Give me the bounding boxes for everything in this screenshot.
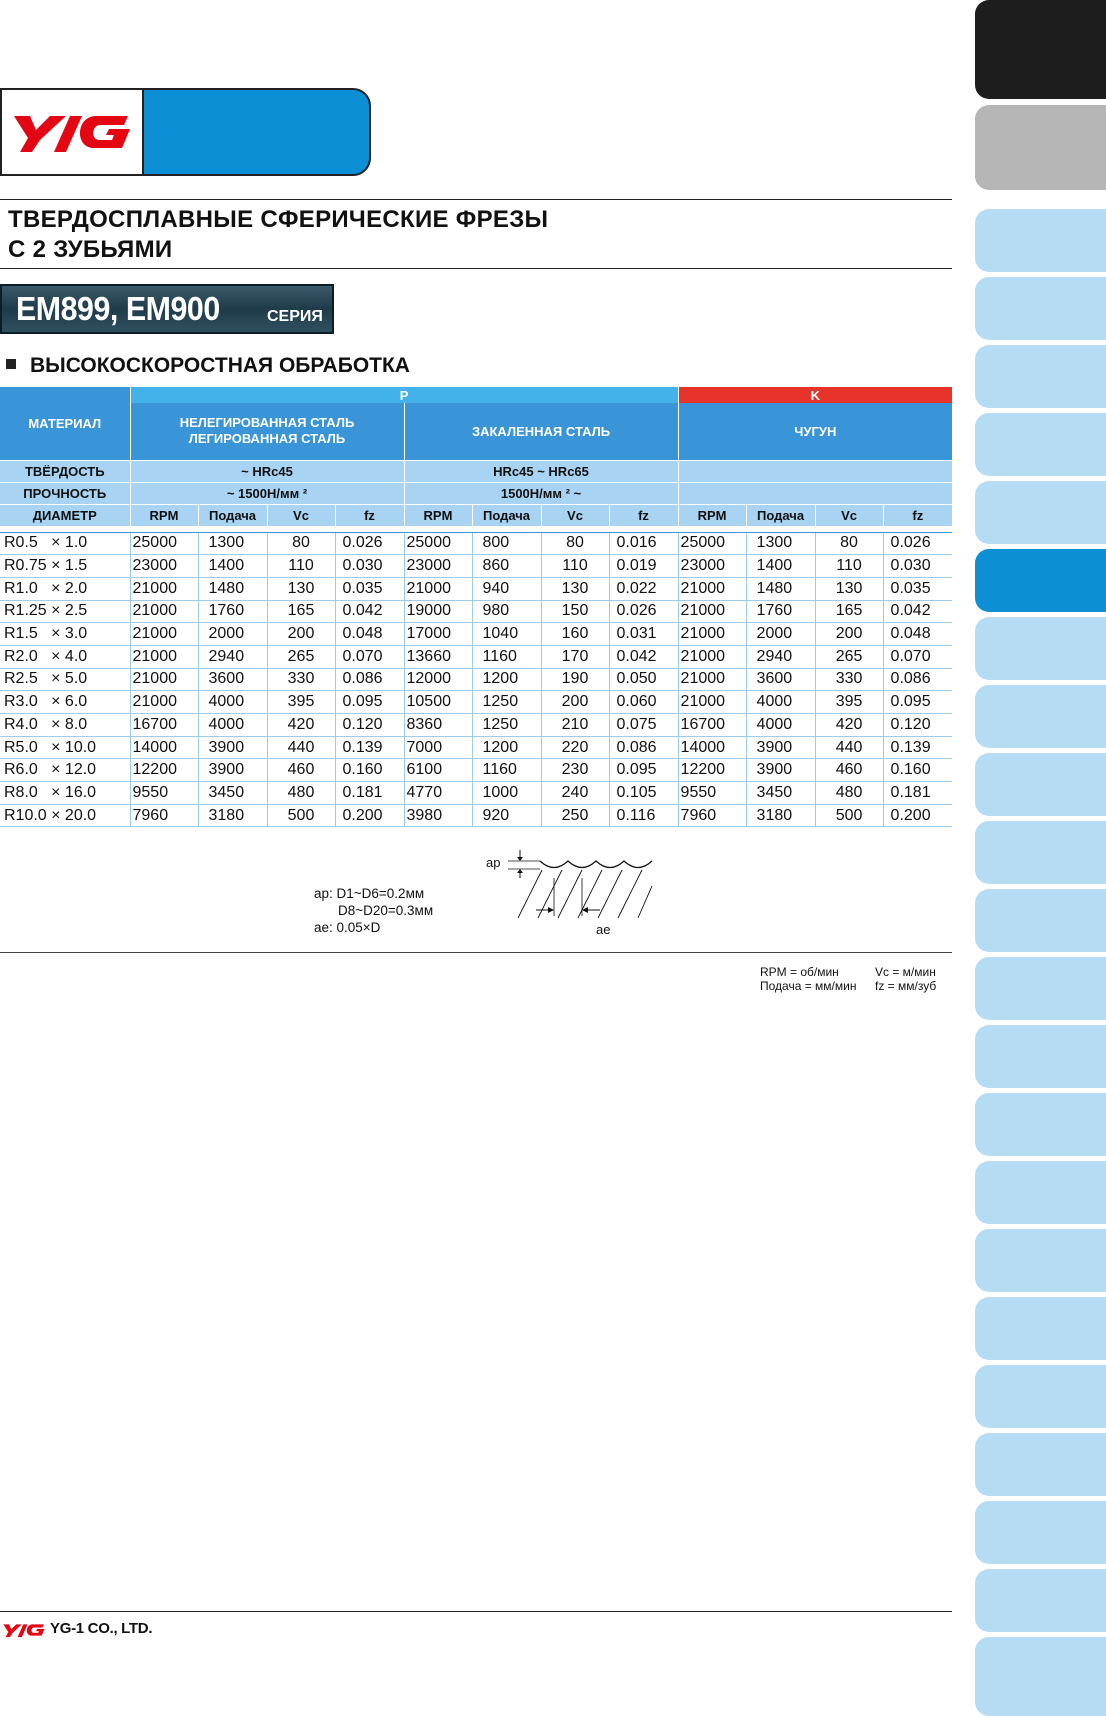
table-row bbox=[0, 555, 952, 578]
vc-cell: 230 bbox=[541, 759, 609, 782]
vc-cell: 190 bbox=[541, 668, 609, 691]
vc-cell: 160 bbox=[541, 623, 609, 646]
fz-cell: 0.026 bbox=[335, 532, 404, 555]
vc-cell: 265 bbox=[815, 645, 883, 668]
rpm-cell: 21000 bbox=[678, 623, 746, 646]
rpm-cell: 12200 bbox=[678, 759, 746, 782]
table-row bbox=[0, 645, 952, 668]
vc-cell: 330 bbox=[815, 668, 883, 691]
rpm-cell: 23000 bbox=[130, 555, 198, 578]
chapter-tab[interactable] bbox=[975, 1365, 1106, 1428]
strength-value: ~ 1500Н/мм ² bbox=[130, 482, 404, 504]
feed-cell: 2000 bbox=[198, 623, 267, 646]
fz-cell: 0.070 bbox=[883, 645, 952, 668]
hardness-value bbox=[678, 460, 952, 482]
diameter-cell: R5.0 × 10.0 bbox=[0, 736, 130, 759]
chapter-tab[interactable] bbox=[975, 821, 1106, 884]
depth-notes bbox=[314, 885, 433, 936]
vc-cell: 440 bbox=[267, 736, 335, 759]
vc-cell: 440 bbox=[815, 736, 883, 759]
chapter-tab[interactable] bbox=[975, 0, 1106, 99]
hardness-value: ~ HRc45 bbox=[130, 460, 404, 482]
rpm-cell: 25000 bbox=[678, 532, 746, 555]
fz-cell: 0.095 bbox=[335, 691, 404, 714]
rpm-cell: 21000 bbox=[678, 645, 746, 668]
feed-cell: 940 bbox=[472, 577, 541, 600]
col-fz: fz bbox=[883, 504, 952, 526]
fz-cell: 0.048 bbox=[883, 623, 952, 646]
series-banner bbox=[0, 284, 334, 334]
fz-cell: 0.042 bbox=[609, 645, 678, 668]
units-legend bbox=[760, 965, 936, 993]
vc-cell: 240 bbox=[541, 782, 609, 805]
table-body bbox=[0, 532, 952, 827]
chapter-tab[interactable] bbox=[975, 481, 1106, 544]
chapter-tab[interactable] bbox=[975, 753, 1106, 816]
fz-cell: 0.139 bbox=[883, 736, 952, 759]
chapter-tab[interactable] bbox=[975, 617, 1106, 680]
unit-vc: Vc = м/мин bbox=[875, 965, 936, 979]
table-row bbox=[0, 736, 952, 759]
vc-cell: 250 bbox=[541, 804, 609, 827]
rpm-cell: 21000 bbox=[130, 577, 198, 600]
chapter-tab[interactable] bbox=[975, 1501, 1106, 1564]
series-name: EM899, EM900 bbox=[16, 290, 220, 327]
vc-cell: 130 bbox=[815, 577, 883, 600]
rpm-cell: 21000 bbox=[130, 668, 198, 691]
diameter-cell: R2.5 × 5.0 bbox=[0, 668, 130, 691]
feed-cell: 3180 bbox=[198, 804, 267, 827]
cutting-data-table bbox=[0, 387, 952, 827]
col-fz: fz bbox=[609, 504, 678, 526]
chapter-tab[interactable] bbox=[975, 1093, 1106, 1156]
page-title bbox=[8, 205, 548, 265]
diameter-cell: R3.0 × 6.0 bbox=[0, 691, 130, 714]
feed-cell: 1400 bbox=[746, 555, 815, 578]
feed-cell: 3900 bbox=[746, 736, 815, 759]
vc-cell: 80 bbox=[267, 532, 335, 555]
rpm-cell: 8360 bbox=[404, 714, 472, 737]
fz-cell: 0.200 bbox=[883, 804, 952, 827]
vc-cell: 165 bbox=[267, 600, 335, 623]
diameter-cell: R4.0 × 8.0 bbox=[0, 714, 130, 737]
vc-cell: 110 bbox=[815, 555, 883, 578]
vc-cell: 110 bbox=[541, 555, 609, 578]
rpm-cell: 6100 bbox=[404, 759, 472, 782]
notes-rule bbox=[0, 952, 952, 953]
diameter-cell: R1.25 × 2.5 bbox=[0, 600, 130, 623]
table-row bbox=[0, 577, 952, 600]
fz-cell: 0.070 bbox=[335, 645, 404, 668]
rpm-cell: 7960 bbox=[130, 804, 198, 827]
diagram-ae-label: ae bbox=[596, 922, 611, 937]
rpm-cell: 23000 bbox=[404, 555, 472, 578]
rpm-cell: 21000 bbox=[678, 577, 746, 600]
feed-cell: 3450 bbox=[198, 782, 267, 805]
fz-cell: 0.160 bbox=[335, 759, 404, 782]
feed-cell: 1040 bbox=[472, 623, 541, 646]
rpm-cell: 21000 bbox=[130, 600, 198, 623]
section-heading bbox=[6, 354, 410, 378]
table-row bbox=[0, 691, 952, 714]
vc-cell: 500 bbox=[815, 804, 883, 827]
diameter-cell: R8.0 × 16.0 bbox=[0, 782, 130, 805]
rpm-cell: 25000 bbox=[404, 532, 472, 555]
fz-cell: 0.181 bbox=[335, 782, 404, 805]
material-name: НЕЛЕГИРОВАННАЯ СТАЛЬ bbox=[179, 415, 355, 431]
title-rule-top bbox=[0, 199, 952, 200]
chapter-tab[interactable] bbox=[975, 1433, 1106, 1496]
ae-note: ae: 0.05×D bbox=[314, 920, 381, 935]
feed-cell: 1200 bbox=[472, 736, 541, 759]
rpm-cell: 9550 bbox=[678, 782, 746, 805]
material-header bbox=[678, 403, 952, 460]
feed-cell: 4000 bbox=[198, 691, 267, 714]
diameter-label: ДИАМЕТР bbox=[0, 504, 130, 526]
ap-note-1: ap: D1~D6=0.2мм bbox=[314, 886, 425, 901]
brand-header-bar bbox=[0, 88, 371, 176]
rpm-cell: 16700 bbox=[678, 714, 746, 737]
chapter-tab[interactable] bbox=[975, 889, 1106, 952]
ap-note-2: D8~D20=0.3мм bbox=[338, 903, 434, 918]
fz-cell: 0.075 bbox=[609, 714, 678, 737]
vc-cell: 200 bbox=[541, 691, 609, 714]
page-title-line1: ТВЕРДОСПЛАВНЫЕ СФЕРИЧЕСКИЕ ФРЕЗЫ bbox=[8, 206, 549, 233]
chapter-tab[interactable] bbox=[975, 1025, 1106, 1088]
material-header bbox=[404, 403, 678, 460]
vc-cell: 110 bbox=[267, 555, 335, 578]
feed-cell: 980 bbox=[472, 600, 541, 623]
rpm-cell: 14000 bbox=[130, 736, 198, 759]
rpm-cell: 21000 bbox=[678, 600, 746, 623]
table-row bbox=[0, 532, 952, 555]
bullet-square-icon bbox=[6, 359, 16, 369]
vc-cell: 80 bbox=[541, 532, 609, 555]
rpm-cell: 12200 bbox=[130, 759, 198, 782]
section-title: ВЫСОКОСКОРОСТНАЯ ОБРАБОТКА bbox=[30, 354, 410, 377]
rpm-cell: 3980 bbox=[404, 804, 472, 827]
feed-cell: 3600 bbox=[746, 668, 815, 691]
feed-cell: 1250 bbox=[472, 691, 541, 714]
chapter-tab[interactable] bbox=[975, 105, 1106, 190]
feed-cell: 1300 bbox=[198, 532, 267, 555]
fz-cell: 0.030 bbox=[883, 555, 952, 578]
rpm-cell: 17000 bbox=[404, 623, 472, 646]
chapter-tab[interactable] bbox=[975, 277, 1106, 340]
fz-cell: 0.105 bbox=[609, 782, 678, 805]
fz-cell: 0.095 bbox=[883, 691, 952, 714]
feed-cell: 3900 bbox=[198, 736, 267, 759]
fz-cell: 0.139 bbox=[335, 736, 404, 759]
fz-cell: 0.120 bbox=[883, 714, 952, 737]
material-label: МАТЕРИАЛ bbox=[0, 387, 130, 460]
feed-cell: 2000 bbox=[746, 623, 815, 646]
rpm-cell: 23000 bbox=[678, 555, 746, 578]
fz-cell: 0.030 bbox=[335, 555, 404, 578]
table-row bbox=[0, 759, 952, 782]
fz-cell: 0.095 bbox=[609, 759, 678, 782]
feed-cell: 1000 bbox=[472, 782, 541, 805]
rpm-cell: 21000 bbox=[130, 645, 198, 668]
fz-cell: 0.086 bbox=[609, 736, 678, 759]
fz-cell: 0.200 bbox=[335, 804, 404, 827]
material-name: ЛЕГИРОВАННАЯ СТАЛЬ bbox=[188, 431, 346, 447]
vc-cell: 480 bbox=[815, 782, 883, 805]
feed-cell: 1300 bbox=[746, 532, 815, 555]
feed-cell: 4000 bbox=[198, 714, 267, 737]
col-feed: Подача bbox=[472, 504, 541, 526]
chapter-tab[interactable] bbox=[975, 209, 1106, 272]
group-p-label: P bbox=[130, 387, 678, 403]
fz-cell: 0.181 bbox=[883, 782, 952, 805]
table-row bbox=[0, 714, 952, 737]
fz-cell: 0.048 bbox=[335, 623, 404, 646]
fz-cell: 0.019 bbox=[609, 555, 678, 578]
table-row bbox=[0, 668, 952, 691]
feed-cell: 4000 bbox=[746, 714, 815, 737]
brand-logo bbox=[2, 90, 144, 174]
chapter-tab[interactable] bbox=[975, 1297, 1106, 1360]
fz-cell: 0.060 bbox=[609, 691, 678, 714]
rpm-cell: 10500 bbox=[404, 691, 472, 714]
yg-logo-icon bbox=[10, 110, 134, 154]
feed-cell: 3450 bbox=[746, 782, 815, 805]
strength-value: 1500Н/мм ² ~ bbox=[404, 482, 678, 504]
cutting-depth-diagram bbox=[480, 848, 670, 938]
col-vc: Vc bbox=[267, 504, 335, 526]
material-name: ЧУГУН bbox=[794, 423, 837, 439]
rpm-cell: 4770 bbox=[404, 782, 472, 805]
chapter-tab-active[interactable] bbox=[975, 549, 1106, 612]
vc-cell: 460 bbox=[267, 759, 335, 782]
feed-cell: 4000 bbox=[746, 691, 815, 714]
feed-cell: 1160 bbox=[472, 759, 541, 782]
vc-cell: 150 bbox=[541, 600, 609, 623]
vc-cell: 420 bbox=[815, 714, 883, 737]
vc-cell: 130 bbox=[267, 577, 335, 600]
chapter-tab[interactable] bbox=[975, 1161, 1106, 1224]
chapter-tab[interactable] bbox=[975, 685, 1106, 748]
feed-cell: 1480 bbox=[198, 577, 267, 600]
chapter-tab[interactable] bbox=[975, 957, 1106, 1020]
vc-cell: 210 bbox=[541, 714, 609, 737]
rpm-cell: 25000 bbox=[130, 532, 198, 555]
feed-cell: 1200 bbox=[472, 668, 541, 691]
diameter-cell: R6.0 × 12.0 bbox=[0, 759, 130, 782]
diagram-ap-label: ap bbox=[486, 855, 501, 870]
feed-cell: 1160 bbox=[472, 645, 541, 668]
feed-cell: 1250 bbox=[472, 714, 541, 737]
chapter-tab[interactable] bbox=[975, 1637, 1106, 1716]
feed-cell: 1480 bbox=[746, 577, 815, 600]
series-suffix: СЕРИЯ bbox=[267, 308, 323, 325]
feed-cell: 3900 bbox=[746, 759, 815, 782]
col-vc: Vc bbox=[541, 504, 609, 526]
strength-label: ПРОЧНОСТЬ bbox=[0, 482, 130, 504]
col-fz: fz bbox=[335, 504, 404, 526]
feed-cell: 920 bbox=[472, 804, 541, 827]
diameter-cell: R0.75 × 1.5 bbox=[0, 555, 130, 578]
fz-cell: 0.022 bbox=[609, 577, 678, 600]
yg-logo-small-icon bbox=[2, 1622, 46, 1638]
feed-cell: 2940 bbox=[198, 645, 267, 668]
fz-cell: 0.026 bbox=[609, 600, 678, 623]
title-rule-bottom bbox=[0, 268, 952, 269]
feed-cell: 2940 bbox=[746, 645, 815, 668]
table-row bbox=[0, 782, 952, 805]
vc-cell: 480 bbox=[267, 782, 335, 805]
feed-cell: 1760 bbox=[746, 600, 815, 623]
rpm-cell: 16700 bbox=[130, 714, 198, 737]
feed-cell: 3900 bbox=[198, 759, 267, 782]
vc-cell: 170 bbox=[541, 645, 609, 668]
fz-cell: 0.026 bbox=[883, 532, 952, 555]
material-name: ЗАКАЛЕННАЯ СТАЛЬ bbox=[471, 423, 611, 439]
vc-cell: 500 bbox=[267, 804, 335, 827]
feed-cell: 860 bbox=[472, 555, 541, 578]
page-title-line2: С 2 ЗУБЬЯМИ bbox=[8, 236, 173, 263]
rpm-cell: 7960 bbox=[678, 804, 746, 827]
col-feed: Подача bbox=[746, 504, 815, 526]
unit-fz: fz = мм/зуб bbox=[875, 979, 937, 993]
fz-cell: 0.160 bbox=[883, 759, 952, 782]
vc-cell: 220 bbox=[541, 736, 609, 759]
vc-cell: 165 bbox=[815, 600, 883, 623]
vc-cell: 200 bbox=[815, 623, 883, 646]
vc-cell: 420 bbox=[267, 714, 335, 737]
rpm-cell: 21000 bbox=[404, 577, 472, 600]
feed-cell: 3180 bbox=[746, 804, 815, 827]
fz-cell: 0.042 bbox=[883, 600, 952, 623]
fz-cell: 0.016 bbox=[609, 532, 678, 555]
rpm-cell: 14000 bbox=[678, 736, 746, 759]
feed-cell: 3600 bbox=[198, 668, 267, 691]
unit-feed: Подача = мм/мин bbox=[760, 979, 857, 993]
col-rpm: RPM bbox=[404, 504, 472, 526]
vc-cell: 460 bbox=[815, 759, 883, 782]
chapter-tab[interactable] bbox=[975, 413, 1106, 476]
chapter-tab[interactable] bbox=[975, 345, 1106, 408]
col-vc: Vc bbox=[815, 504, 883, 526]
material-header bbox=[130, 403, 404, 460]
fz-cell: 0.050 bbox=[609, 668, 678, 691]
vc-cell: 395 bbox=[815, 691, 883, 714]
table-row bbox=[0, 600, 952, 623]
col-rpm: RPM bbox=[130, 504, 198, 526]
rpm-cell: 7000 bbox=[404, 736, 472, 759]
rpm-cell: 13660 bbox=[404, 645, 472, 668]
feed-cell: 1400 bbox=[198, 555, 267, 578]
fz-cell: 0.035 bbox=[883, 577, 952, 600]
vc-cell: 200 bbox=[267, 623, 335, 646]
feed-cell: 800 bbox=[472, 532, 541, 555]
col-feed: Подача bbox=[198, 504, 267, 526]
fz-cell: 0.042 bbox=[335, 600, 404, 623]
chapter-tab[interactable] bbox=[975, 1569, 1106, 1632]
col-rpm: RPM bbox=[678, 504, 746, 526]
rpm-cell: 21000 bbox=[130, 623, 198, 646]
vc-cell: 330 bbox=[267, 668, 335, 691]
table-row bbox=[0, 804, 952, 827]
rpm-cell: 19000 bbox=[404, 600, 472, 623]
diameter-cell: R1.5 × 3.0 bbox=[0, 623, 130, 646]
unit-rpm: RPM = об/мин bbox=[760, 965, 839, 979]
fz-cell: 0.031 bbox=[609, 623, 678, 646]
rpm-cell: 21000 bbox=[678, 691, 746, 714]
strength-value bbox=[678, 482, 952, 504]
group-k-label: K bbox=[678, 387, 952, 403]
diameter-cell: R10.0 × 20.0 bbox=[0, 804, 130, 827]
diameter-cell: R1.0 × 2.0 bbox=[0, 577, 130, 600]
rpm-cell: 21000 bbox=[678, 668, 746, 691]
vc-cell: 130 bbox=[541, 577, 609, 600]
fz-cell: 0.086 bbox=[883, 668, 952, 691]
vc-cell: 265 bbox=[267, 645, 335, 668]
hardness-label: ТВЁРДОСТЬ bbox=[0, 460, 130, 482]
company-name: YG-1 CO., LTD. bbox=[50, 1620, 153, 1637]
footer-rule bbox=[0, 1611, 952, 1612]
rpm-cell: 9550 bbox=[130, 782, 198, 805]
vc-cell: 395 bbox=[267, 691, 335, 714]
chapter-tab[interactable] bbox=[975, 1229, 1106, 1292]
feed-cell: 1760 bbox=[198, 600, 267, 623]
diameter-cell: R0.5 × 1.0 bbox=[0, 532, 130, 555]
fz-cell: 0.120 bbox=[335, 714, 404, 737]
rpm-cell: 21000 bbox=[130, 691, 198, 714]
hardness-value: HRc45 ~ HRc65 bbox=[404, 460, 678, 482]
fz-cell: 0.035 bbox=[335, 577, 404, 600]
fz-cell: 0.086 bbox=[335, 668, 404, 691]
rpm-cell: 12000 bbox=[404, 668, 472, 691]
vc-cell: 80 bbox=[815, 532, 883, 555]
fz-cell: 0.116 bbox=[609, 804, 678, 827]
table-row bbox=[0, 623, 952, 646]
diameter-cell: R2.0 × 4.0 bbox=[0, 645, 130, 668]
chapter-tabs bbox=[975, 0, 1106, 1716]
